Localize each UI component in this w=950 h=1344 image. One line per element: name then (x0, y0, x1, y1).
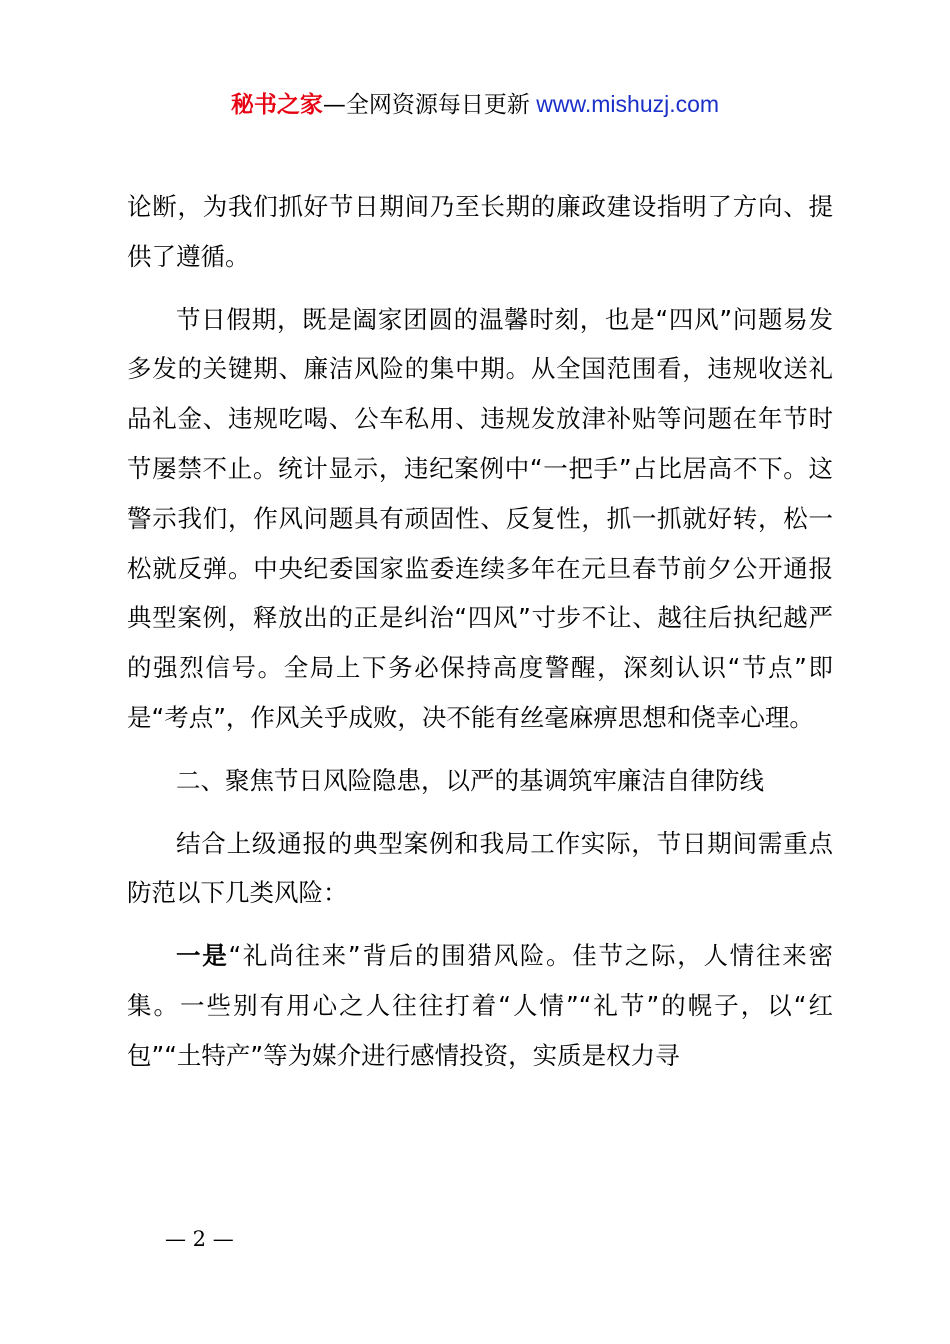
site-url[interactable]: www.mishuzj.com (529, 91, 720, 117)
site-tagline: —全网资源每日更新 (322, 92, 530, 118)
paragraph-risk-one (127, 931, 833, 1080)
section-heading-two: 二、聚焦节日风险隐患，以严的基调筑牢廉洁自律防线 (176, 765, 764, 795)
site-brand: 秘书之家 (230, 92, 323, 118)
page-number: — 2 — (165, 1227, 234, 1251)
paragraph-holiday-risks: 节日假期，既是阖家团圆的温馨时刻，也是“四风”问题易发多发的关键期、廉洁风险的集中期。从全国范围看，违规收送礼品礼金、违规吃喝、公车私用、违规发放津补贴等问题在年节时节屡禁不止。统计显示，违纪案例中“一把手”占比居高不下。这警示我们，作风问题具有顽固性、反复性，抓一抓就好转，松一松就反弹。中央纪委国家监委连续多年在元旦春节前夕公开通报典型案例，释放出的正是纠治“四风”寸步不让、越往后执纪越严的强烈信号。全局上下务必保持高度警醒，深刻认识“节点”即是“考点”，作风关乎成败，决不能有丝毫麻痹思想和侥幸心理。 (127, 304, 833, 732)
paragraph-risk-intro: 结合上级通报的典型案例和我局工作实际，节日期间需重点防范以下几类风险： (127, 828, 833, 908)
document-body (127, 182, 833, 1094)
risk-one-text: “礼尚往来”背后的围猎风险。佳节之际，人情往来密集。一些别有用心之人往往打着“人情”“礼节”的幌子，以“红包”“土特产”等为媒介进行感情投资，实质是权力寻 (127, 941, 834, 1070)
paragraph-continuation: 论断，为我们抓好节日期间乃至长期的廉政建设指明了方向、提供了遵循。 (127, 192, 833, 271)
page-header (0, 86, 950, 123)
risk-one-lead: 一是 (176, 941, 229, 971)
